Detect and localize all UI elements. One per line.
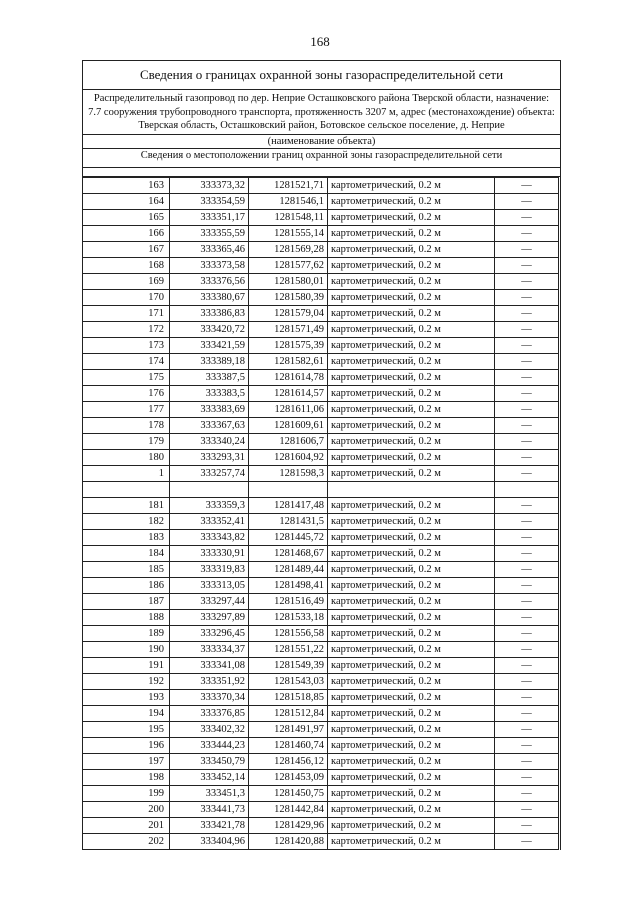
coordinate-x: 333319,83: [170, 561, 249, 577]
point-number: 200: [83, 801, 170, 817]
table-row: [83, 401, 559, 417]
dash-cell: —: [495, 385, 559, 401]
coordinate-y: 1281580,39: [249, 289, 328, 305]
table-row: [83, 193, 559, 209]
coordinate-x: 333373,32: [170, 177, 249, 193]
method-accuracy: картометрический, 0.2 м: [328, 817, 495, 833]
coordinate-x: 333380,67: [170, 289, 249, 305]
coordinate-y: 1281569,28: [249, 241, 328, 257]
dash-cell: —: [495, 353, 559, 369]
point-number: 170: [83, 289, 170, 305]
coordinate-x: 333313,05: [170, 577, 249, 593]
table-row: [83, 529, 559, 545]
method-accuracy: картометрический, 0.2 м: [328, 689, 495, 705]
document-title: Сведения о границах охранной зоны газораспределительной сети: [83, 61, 560, 90]
table-row: [83, 801, 559, 817]
coordinate-y: 1281533,18: [249, 609, 328, 625]
point-number: 180: [83, 449, 170, 465]
point-number: 163: [83, 177, 170, 193]
dash-cell: —: [495, 705, 559, 721]
coordinate-x: 333334,37: [170, 641, 249, 657]
method-accuracy: картометрический, 0.2 м: [328, 673, 495, 689]
point-number: 179: [83, 433, 170, 449]
coordinate-y: 1281614,78: [249, 369, 328, 385]
point-number: 175: [83, 369, 170, 385]
coordinates-table: [82, 177, 559, 850]
dash-cell: —: [495, 593, 559, 609]
table-row: [83, 785, 559, 801]
coordinate-x: 333376,56: [170, 273, 249, 289]
point-number: 1: [83, 465, 170, 481]
coordinate-x: 333402,32: [170, 721, 249, 737]
point-number: 192: [83, 673, 170, 689]
method-accuracy: картометрический, 0.2 м: [328, 657, 495, 673]
method-accuracy: картометрический, 0.2 м: [328, 785, 495, 801]
method-accuracy: картометрический, 0.2 м: [328, 369, 495, 385]
coordinate-y: 1281445,72: [249, 529, 328, 545]
method-accuracy: картометрический, 0.2 м: [328, 577, 495, 593]
table-row: [83, 337, 559, 353]
table-row: [83, 545, 559, 561]
coordinate-y: 1281582,61: [249, 353, 328, 369]
page-number: 168: [310, 34, 330, 49]
coordinate-x: 333376,85: [170, 705, 249, 721]
coordinate-x: 333297,44: [170, 593, 249, 609]
method-accuracy: картометрический, 0.2 м: [328, 465, 495, 481]
location-subheader: Сведения о местоположении границ охранной зоны газораспределительной сети: [83, 149, 560, 168]
coordinate-y: 1281549,39: [249, 657, 328, 673]
method-accuracy: картометрический, 0.2 м: [328, 177, 495, 193]
coordinate-x: 333452,14: [170, 769, 249, 785]
dash-cell: —: [495, 305, 559, 321]
table-row: [83, 705, 559, 721]
dash-cell: —: [495, 673, 559, 689]
method-accuracy: картометрический, 0.2 м: [328, 337, 495, 353]
coordinate-x: 333441,73: [170, 801, 249, 817]
coordinate-y: 1281614,57: [249, 385, 328, 401]
dash-cell: —: [495, 321, 559, 337]
coordinate-x: 333359,3: [170, 497, 249, 513]
coordinate-x: 333296,45: [170, 625, 249, 641]
point-number: 187: [83, 593, 170, 609]
dash-cell: —: [495, 177, 559, 193]
method-accuracy: картометрический, 0.2 м: [328, 273, 495, 289]
boundary-sheet: [82, 60, 561, 850]
method-accuracy: картометрический, 0.2 м: [328, 545, 495, 561]
coordinate-x: 333420,72: [170, 321, 249, 337]
table-row: [83, 577, 559, 593]
table-row: [83, 769, 559, 785]
table-row: [83, 753, 559, 769]
point-number: 198: [83, 769, 170, 785]
coordinate-x: 333421,59: [170, 337, 249, 353]
point-number: 199: [83, 785, 170, 801]
table-row: [83, 273, 559, 289]
coordinate-y: 1281512,84: [249, 705, 328, 721]
point-number: 171: [83, 305, 170, 321]
table-row: [83, 369, 559, 385]
empty-cell: [249, 481, 328, 497]
empty-cell: [328, 481, 495, 497]
dash-cell: —: [495, 545, 559, 561]
dash-cell: —: [495, 529, 559, 545]
dash-cell: —: [495, 337, 559, 353]
point-number: 174: [83, 353, 170, 369]
method-accuracy: картометрический, 0.2 м: [328, 241, 495, 257]
method-accuracy: картометрический, 0.2 м: [328, 449, 495, 465]
object-description: Распределительный газопровод по дер. Неприе Осташковского района Тверской области, назначение: 7.7 сооружения трубопроводного транспорта, протяженность 3207 м, адрес (местонахождение) объекта: Тверская область, Осташковский район, Ботовское сельское поселение, д. Неприе: [83, 90, 560, 135]
coordinate-x: 333340,24: [170, 433, 249, 449]
dash-cell: —: [495, 753, 559, 769]
coordinate-x: 333421,78: [170, 817, 249, 833]
coordinate-x: 333354,59: [170, 193, 249, 209]
dash-cell: —: [495, 401, 559, 417]
dash-cell: —: [495, 369, 559, 385]
table-row: [83, 209, 559, 225]
coordinate-y: 1281420,88: [249, 833, 328, 849]
empty-cell: [83, 481, 170, 497]
table-row: [83, 673, 559, 689]
method-accuracy: картометрический, 0.2 м: [328, 401, 495, 417]
dash-cell: —: [495, 737, 559, 753]
method-accuracy: картометрический, 0.2 м: [328, 705, 495, 721]
table-row: [83, 721, 559, 737]
coordinate-y: 1281548,11: [249, 209, 328, 225]
point-number: 165: [83, 209, 170, 225]
dash-cell: —: [495, 785, 559, 801]
dash-cell: —: [495, 801, 559, 817]
point-number: 164: [83, 193, 170, 209]
method-accuracy: картометрический, 0.2 м: [328, 593, 495, 609]
dash-cell: —: [495, 289, 559, 305]
coordinate-x: 333367,63: [170, 417, 249, 433]
table-row: [83, 225, 559, 241]
coordinate-x: 333330,91: [170, 545, 249, 561]
coordinate-y: 1281611,06: [249, 401, 328, 417]
coordinate-y: 1281577,62: [249, 257, 328, 273]
coordinate-y: 1281555,14: [249, 225, 328, 241]
dash-cell: —: [495, 497, 559, 513]
coordinate-y: 1281431,5: [249, 513, 328, 529]
point-number: 182: [83, 513, 170, 529]
method-accuracy: картометрический, 0.2 м: [328, 513, 495, 529]
table-row: [83, 321, 559, 337]
coordinate-x: 333343,82: [170, 529, 249, 545]
table-row: [83, 497, 559, 513]
coordinate-x: 333370,34: [170, 689, 249, 705]
point-number: 193: [83, 689, 170, 705]
empty-cell: [495, 481, 559, 497]
point-number: 173: [83, 337, 170, 353]
method-accuracy: картометрический, 0.2 м: [328, 433, 495, 449]
coordinate-y: 1281604,92: [249, 449, 328, 465]
dash-cell: —: [495, 721, 559, 737]
coordinate-x: 333351,17: [170, 209, 249, 225]
table-row: [83, 609, 559, 625]
coordinate-y: 1281598,3: [249, 465, 328, 481]
coordinate-y: 1281551,22: [249, 641, 328, 657]
point-number: 186: [83, 577, 170, 593]
point-number: 201: [83, 817, 170, 833]
dash-cell: —: [495, 417, 559, 433]
coordinate-y: 1281606,7: [249, 433, 328, 449]
blank-separator: [83, 168, 560, 177]
coordinate-x: 333383,69: [170, 401, 249, 417]
point-number: 168: [83, 257, 170, 273]
method-accuracy: картометрический, 0.2 м: [328, 529, 495, 545]
table-row: [83, 833, 559, 849]
table-row: [83, 241, 559, 257]
table-row: [83, 385, 559, 401]
dash-cell: —: [495, 209, 559, 225]
table-row: [83, 433, 559, 449]
method-accuracy: картометрический, 0.2 м: [328, 497, 495, 513]
table-row: [83, 305, 559, 321]
method-accuracy: картометрический, 0.2 м: [328, 833, 495, 849]
method-accuracy: картометрический, 0.2 м: [328, 353, 495, 369]
table-row: [83, 689, 559, 705]
dash-cell: —: [495, 241, 559, 257]
point-number: 177: [83, 401, 170, 417]
coordinate-x: 333383,5: [170, 385, 249, 401]
dash-cell: —: [495, 433, 559, 449]
coordinate-x: 333257,74: [170, 465, 249, 481]
coordinate-x: 333293,31: [170, 449, 249, 465]
table-row: [83, 257, 559, 273]
table-row: [83, 593, 559, 609]
method-accuracy: картометрический, 0.2 м: [328, 753, 495, 769]
table-row: [83, 817, 559, 833]
method-accuracy: картометрический, 0.2 м: [328, 561, 495, 577]
coordinates-table-body: [83, 177, 559, 849]
coordinate-y: 1281498,41: [249, 577, 328, 593]
coordinate-y: 1281489,44: [249, 561, 328, 577]
coordinate-x: 333451,3: [170, 785, 249, 801]
point-number: 172: [83, 321, 170, 337]
coordinate-x: 333351,92: [170, 673, 249, 689]
coordinate-x: 333386,83: [170, 305, 249, 321]
coordinate-y: 1281518,85: [249, 689, 328, 705]
table-row: [83, 465, 559, 481]
point-number: 169: [83, 273, 170, 289]
dash-cell: —: [495, 273, 559, 289]
dash-cell: —: [495, 561, 559, 577]
table-row: [83, 737, 559, 753]
dash-cell: —: [495, 193, 559, 209]
coordinate-y: 1281575,39: [249, 337, 328, 353]
dash-cell: —: [495, 641, 559, 657]
method-accuracy: картометрический, 0.2 м: [328, 625, 495, 641]
point-number: 178: [83, 417, 170, 433]
coordinate-y: 1281546,1: [249, 193, 328, 209]
table-row: [83, 177, 559, 193]
dash-cell: —: [495, 769, 559, 785]
table-row: [83, 513, 559, 529]
point-number: 190: [83, 641, 170, 657]
coordinate-y: 1281556,58: [249, 625, 328, 641]
table-row: [83, 657, 559, 673]
empty-cell: [170, 481, 249, 497]
coordinate-y: 1281491,97: [249, 721, 328, 737]
point-number: 195: [83, 721, 170, 737]
coordinate-y: 1281429,96: [249, 817, 328, 833]
dash-cell: —: [495, 465, 559, 481]
method-accuracy: картометрический, 0.2 м: [328, 257, 495, 273]
point-number: 185: [83, 561, 170, 577]
table-row: [83, 417, 559, 433]
table-row: [83, 353, 559, 369]
table-row: [83, 625, 559, 641]
coordinate-y: 1281521,71: [249, 177, 328, 193]
point-number: 167: [83, 241, 170, 257]
coordinate-y: 1281456,12: [249, 753, 328, 769]
method-accuracy: картометрический, 0.2 м: [328, 289, 495, 305]
coordinate-x: 333387,5: [170, 369, 249, 385]
table-row: [83, 449, 559, 465]
method-accuracy: картометрический, 0.2 м: [328, 209, 495, 225]
dash-cell: —: [495, 817, 559, 833]
dash-cell: —: [495, 257, 559, 273]
point-number: 176: [83, 385, 170, 401]
point-number: 191: [83, 657, 170, 673]
point-number: 166: [83, 225, 170, 241]
table-row: [83, 561, 559, 577]
method-accuracy: картометрический, 0.2 м: [328, 417, 495, 433]
coordinate-y: 1281417,48: [249, 497, 328, 513]
method-accuracy: картометрический, 0.2 м: [328, 385, 495, 401]
dash-cell: —: [495, 609, 559, 625]
dash-cell: —: [495, 833, 559, 849]
coordinate-x: 333341,08: [170, 657, 249, 673]
coordinate-y: 1281442,84: [249, 801, 328, 817]
coordinate-x: 333450,79: [170, 753, 249, 769]
method-accuracy: картометрический, 0.2 м: [328, 737, 495, 753]
coordinate-y: 1281609,61: [249, 417, 328, 433]
point-number: 197: [83, 753, 170, 769]
coordinate-x: 333389,18: [170, 353, 249, 369]
point-number: 196: [83, 737, 170, 753]
object-description-caption: (наименование объекта): [83, 135, 560, 149]
table-row: [83, 641, 559, 657]
coordinate-x: 333352,41: [170, 513, 249, 529]
method-accuracy: картометрический, 0.2 м: [328, 769, 495, 785]
dash-cell: —: [495, 225, 559, 241]
dash-cell: —: [495, 513, 559, 529]
coordinate-x: 333355,59: [170, 225, 249, 241]
coordinate-y: 1281460,74: [249, 737, 328, 753]
dash-cell: —: [495, 657, 559, 673]
coordinate-y: 1281453,09: [249, 769, 328, 785]
coordinate-y: 1281580,01: [249, 273, 328, 289]
dash-cell: —: [495, 449, 559, 465]
point-number: 202: [83, 833, 170, 849]
coordinate-x: 333365,46: [170, 241, 249, 257]
coordinate-x: 333373,58: [170, 257, 249, 273]
method-accuracy: картометрический, 0.2 м: [328, 801, 495, 817]
coordinate-x: 333404,96: [170, 833, 249, 849]
method-accuracy: картометрический, 0.2 м: [328, 641, 495, 657]
table-row: [83, 289, 559, 305]
method-accuracy: картометрический, 0.2 м: [328, 305, 495, 321]
method-accuracy: картометрический, 0.2 м: [328, 225, 495, 241]
coordinate-y: 1281571,49: [249, 321, 328, 337]
point-number: 189: [83, 625, 170, 641]
point-number: 188: [83, 609, 170, 625]
coordinate-x: 333297,89: [170, 609, 249, 625]
coordinate-x: 333444,23: [170, 737, 249, 753]
dash-cell: —: [495, 625, 559, 641]
coordinate-y: 1281543,03: [249, 673, 328, 689]
coordinate-y: 1281579,04: [249, 305, 328, 321]
dash-cell: —: [495, 577, 559, 593]
point-number: 194: [83, 705, 170, 721]
method-accuracy: картометрический, 0.2 м: [328, 609, 495, 625]
method-accuracy: картометрический, 0.2 м: [328, 321, 495, 337]
coordinate-y: 1281450,75: [249, 785, 328, 801]
point-number: 183: [83, 529, 170, 545]
point-number: 181: [83, 497, 170, 513]
dash-cell: —: [495, 689, 559, 705]
method-accuracy: картометрический, 0.2 м: [328, 193, 495, 209]
method-accuracy: картометрический, 0.2 м: [328, 721, 495, 737]
coordinate-y: 1281516,49: [249, 593, 328, 609]
point-number: 184: [83, 545, 170, 561]
coordinate-y: 1281468,67: [249, 545, 328, 561]
empty-row: [83, 481, 559, 497]
